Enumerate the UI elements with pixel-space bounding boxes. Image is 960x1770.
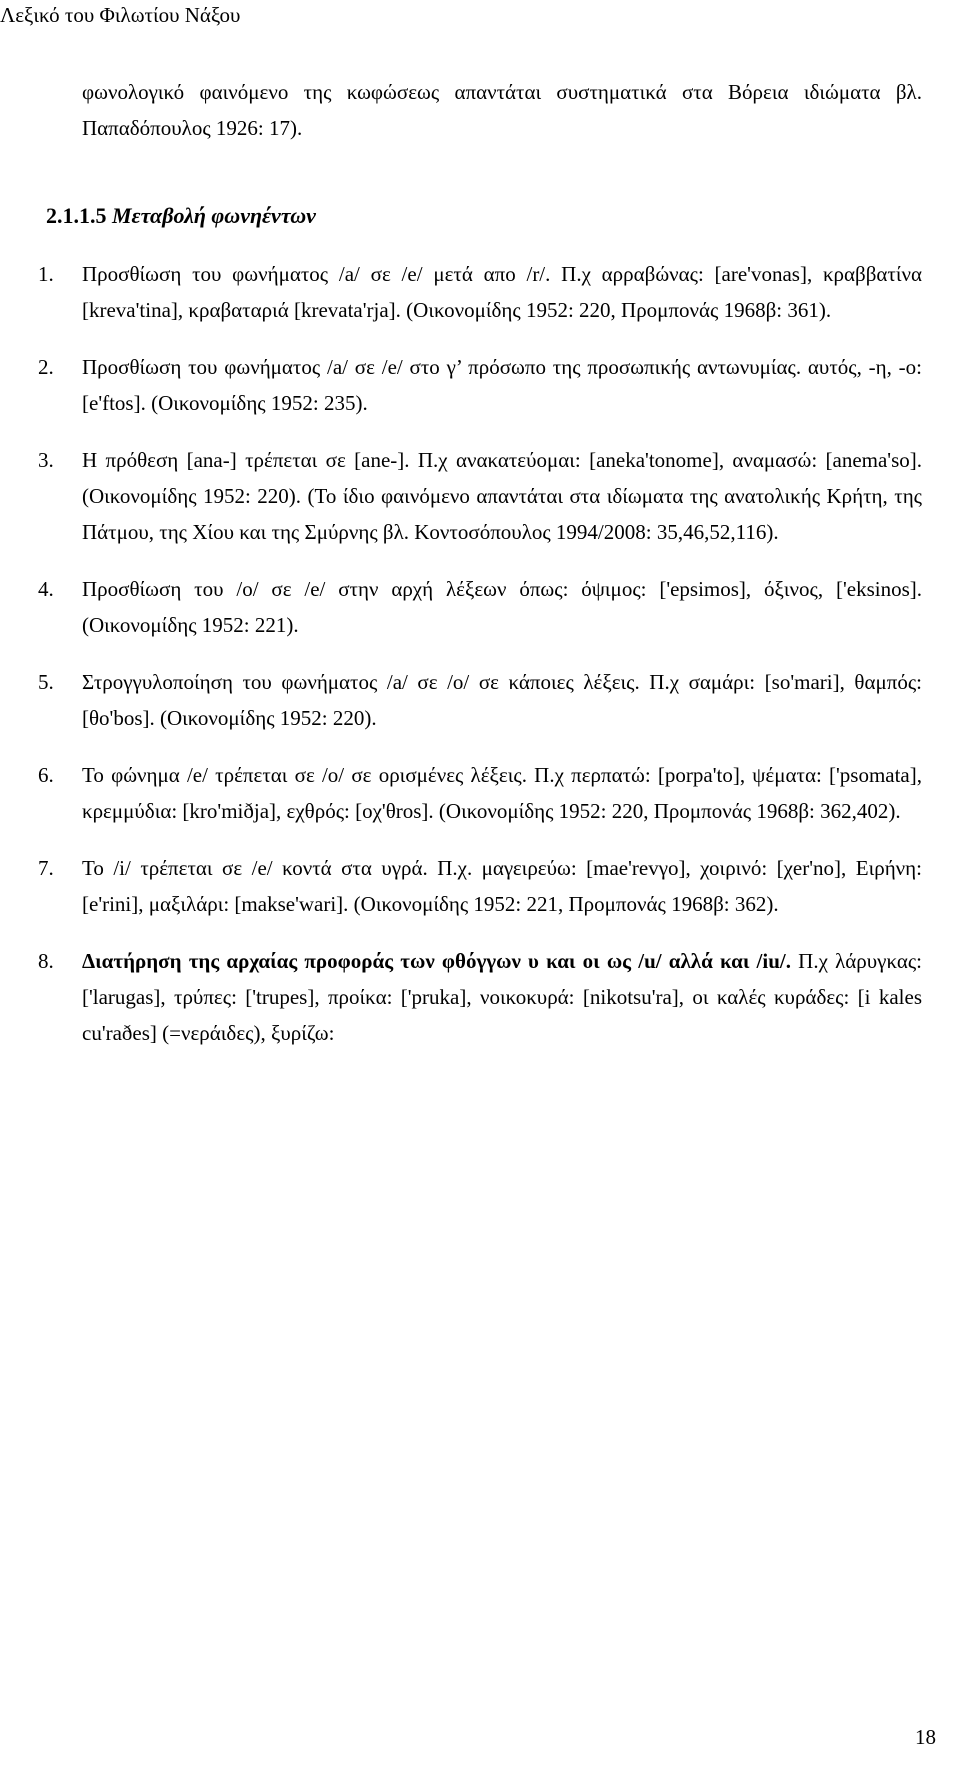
list-item-number: 8. — [38, 949, 54, 973]
list-item-number: 3. — [38, 448, 54, 472]
list-item — [38, 349, 922, 421]
list-item-number: 6. — [38, 763, 54, 787]
section-heading — [46, 198, 922, 234]
intro-paragraph: φωνολογικό φαινόμενο της κωφώσεως απαντάται συστηματικά στα Βόρεια ιδιώματα βλ. Παπαδόπουλος 1926: 17). — [82, 80, 922, 140]
list-item — [38, 850, 922, 922]
list-item — [38, 571, 922, 643]
section-number: 2.1.1.5 — [46, 203, 107, 228]
section-title: Μεταβολή φωνηέντων — [112, 203, 316, 228]
list-item-text: Το /i/ τρέπεται σε /e/ κοντά στα υγρά. Π.χ. μαγειρεύω: [mae'revγo], χοιρινό: [χer'no], Ειρήνη: [e'rini], μαξιλάρι: [makse'wari]. (Οικονομίδης 1952: 221, Προμπονάς 1968β: 362). — [82, 856, 922, 916]
list-item — [38, 943, 922, 1051]
list-item-number: 5. — [38, 670, 54, 694]
list-item-lead: Διατήρηση της αρχαίας προφοράς των φθόγγων υ και οι ως /u/ αλλά και /iu/. — [82, 949, 791, 973]
list-item — [38, 757, 922, 829]
list-item-text: Το φώνημα /e/ τρέπεται σε /o/ σε ορισμένες λέξεις. Π.χ περπατώ: [porpa'to], ψέματα: ['psomata], κρεμμύδια: [kro'miðja], εχθρός: [oχ'θros]. (Οικονομίδης 1952: 220, Προμπονάς 1968β: 362,402). — [82, 763, 922, 823]
list-item — [38, 256, 922, 328]
list-item-text: Π.χ λάρυγκας: ['larugas], τρύπες: ['trupes], προίκα: ['pruka], νοικοκυρά: [nikotsu'ra], οι καλές κυράδες: [i kales cu'raðes] (=νεράιδες), ξυρίζω: — [82, 949, 922, 1045]
running-header: Λεξικό του Φιλωτίου Νάξου — [0, 3, 241, 27]
page-body — [38, 74, 922, 1072]
list-item-text: Στρογγυλοποίηση του φωνήματος /a/ σε /o/ σε κάποιες λέξεις. Π.χ σαμάρι: [so'mari], θαμπός: [θo'bos]. (Οικονομίδης 1952: 220). — [82, 670, 922, 730]
list-item-text: Η πρόθεση [ana-] τρέπεται σε [ane-]. Π.χ ανακατεύομαι: [aneka'tonome], αναμασώ: [anema'so]. (Οικονομίδης 1952: 220). (Το ίδιο φαινόμενο απαντάται στα ιδίωματα της ανατολικής Κρήτη, της Πάτμου, της Χίου και της Σμύρνης βλ. Κοντοσόπουλος 1994/2008: 35,46,52,116). — [82, 448, 922, 544]
list-item — [38, 664, 922, 736]
list-item-number: 7. — [38, 856, 54, 880]
list-item-number: 1. — [38, 262, 54, 286]
list-item-text: Προσθίωση του φωνήματος /a/ σε /e/ στο γ’ πρόσωπο της προσωπικής αντωνυμίας. αυτός, -η, -ο: [e'ftos]. (Οικονομίδης 1952: 235). — [82, 355, 922, 415]
page-number: 18 — [915, 1725, 936, 1749]
list-item-text: Προσθίωση του /o/ σε /e/ στην αρχή λέξεων όπως: όψιμος: ['epsimos], όξινος, ['eksinos]. (Οικονομίδης 1952: 221). — [82, 577, 922, 637]
list-item-number: 4. — [38, 577, 54, 601]
phonetic-changes-list — [38, 256, 922, 1051]
list-item — [38, 442, 922, 550]
list-item-text: Προσθίωση του φωνήματος /a/ σε /e/ μετά απο /r/. Π.χ αρραβώνας: [are'vonas], κραββατίνα [kreva'tina], κραβαταριά [krevata'rja]. (Οικονομίδης 1952: 220, Προμπονάς 1968β: 361). — [82, 262, 922, 322]
list-item-number: 2. — [38, 355, 54, 379]
